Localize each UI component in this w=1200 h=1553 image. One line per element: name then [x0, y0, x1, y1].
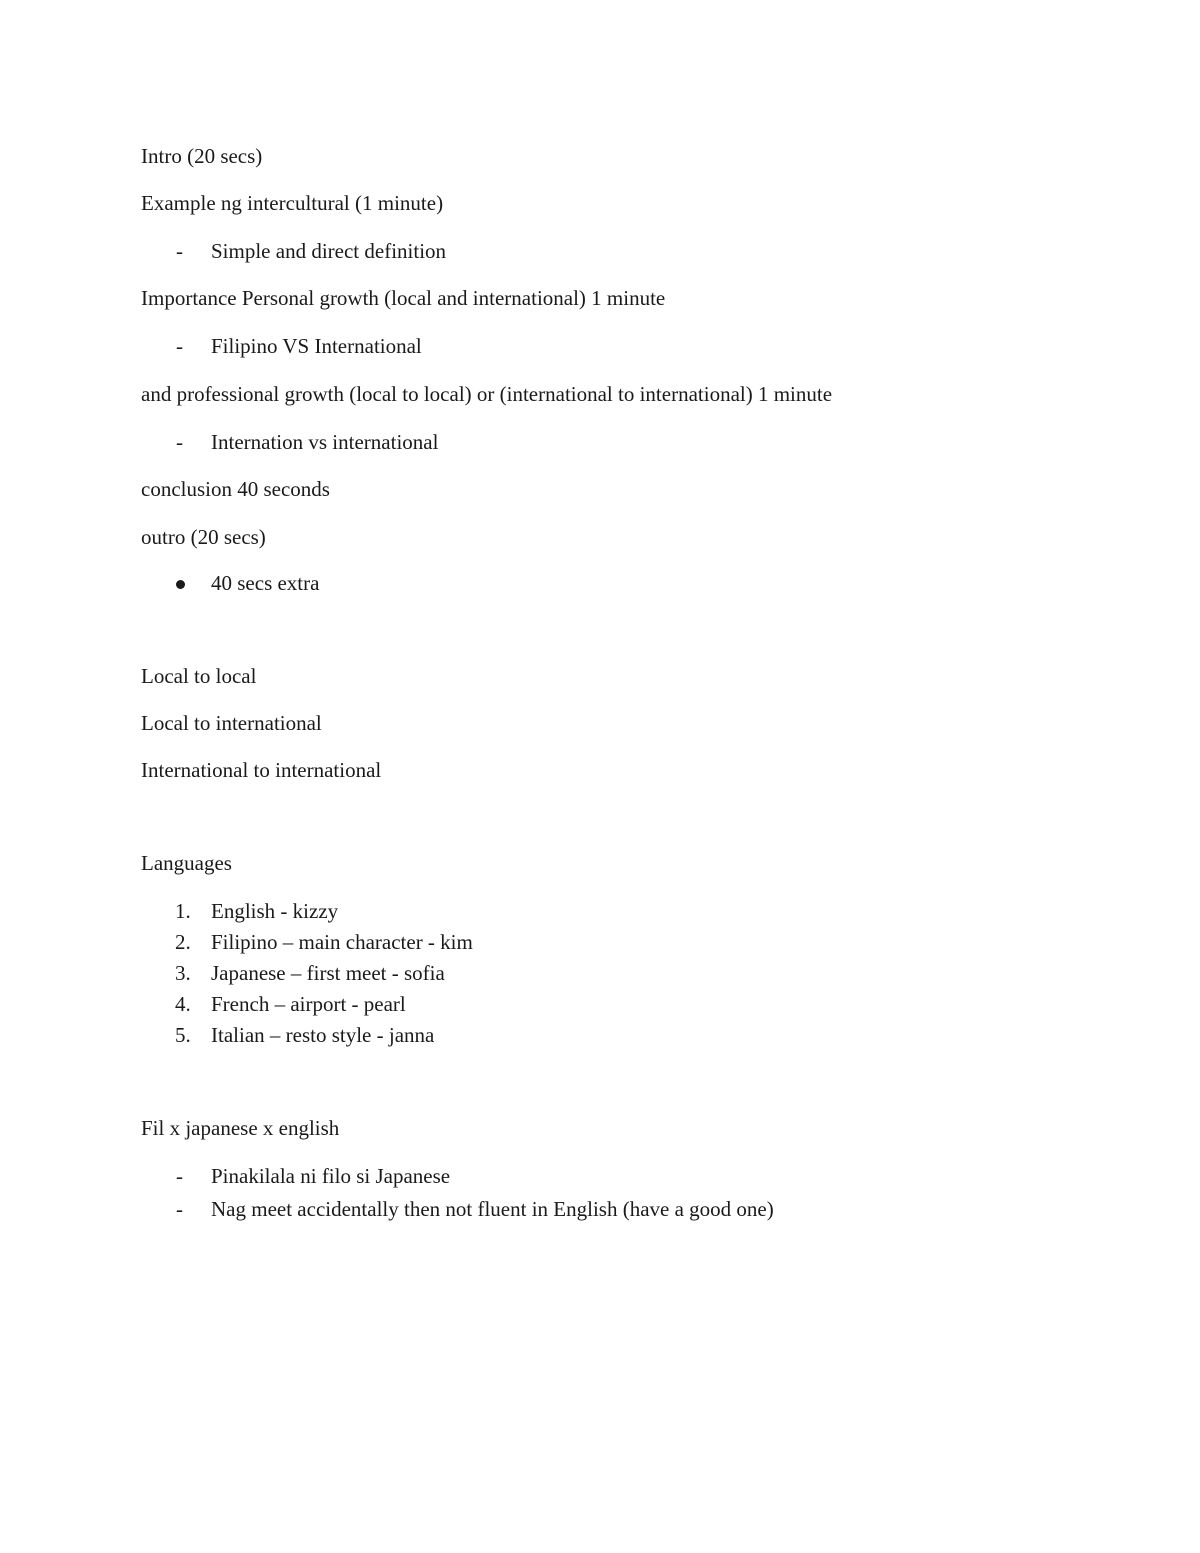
bullet-item-text: 40 secs extra [211, 571, 320, 595]
list-number: 5. [175, 1023, 191, 1047]
languages-heading: Languages [141, 851, 232, 875]
list-number: 1. [175, 899, 191, 923]
intro-line: Intro (20 secs) [141, 144, 263, 168]
list-number: 2. [175, 930, 191, 954]
local-to-local-line: Local to local [141, 664, 257, 688]
language-item-text: Filipino – main character - kim [211, 930, 473, 954]
list-number: 4. [175, 992, 191, 1016]
outro-line: outro (20 secs) [141, 525, 266, 549]
bullet-dot-icon [176, 580, 185, 589]
professional-growth-line: and professional growth (local to local) or (international to international) 1 minute [141, 382, 833, 406]
dash-item-text: Filipino VS International [211, 334, 422, 358]
dash-marker: - [176, 1164, 183, 1188]
dash-marker: - [176, 334, 183, 358]
dash-item-text: Simple and direct definition [211, 239, 447, 263]
dash-marker: - [176, 1197, 183, 1221]
language-item-text: Japanese – first meet - sofia [211, 961, 445, 985]
language-item-text: Italian – resto style - janna [211, 1023, 435, 1047]
language-item-text: French – airport - pearl [211, 992, 406, 1016]
importance-line: Importance Personal growth (local and international) 1 minute [141, 286, 666, 310]
dash-item-text: Nag meet accidentally then not fluent in English (have a good one) [211, 1197, 774, 1221]
dash-item-text: Internation vs international [211, 430, 439, 454]
local-to-international-line: Local to international [141, 711, 322, 735]
international-to-international-line: International to international [141, 758, 382, 782]
dash-item-text: Pinakilala ni filo si Japanese [211, 1164, 451, 1188]
dash-marker: - [176, 430, 183, 454]
language-item-text: English - kizzy [211, 899, 339, 923]
example-line: Example ng intercultural (1 minute) [141, 191, 444, 215]
list-number: 3. [175, 961, 191, 985]
conclusion-line: conclusion 40 seconds [141, 477, 330, 501]
dash-marker: - [176, 239, 183, 263]
combination-line: Fil x japanese x english [141, 1116, 340, 1140]
